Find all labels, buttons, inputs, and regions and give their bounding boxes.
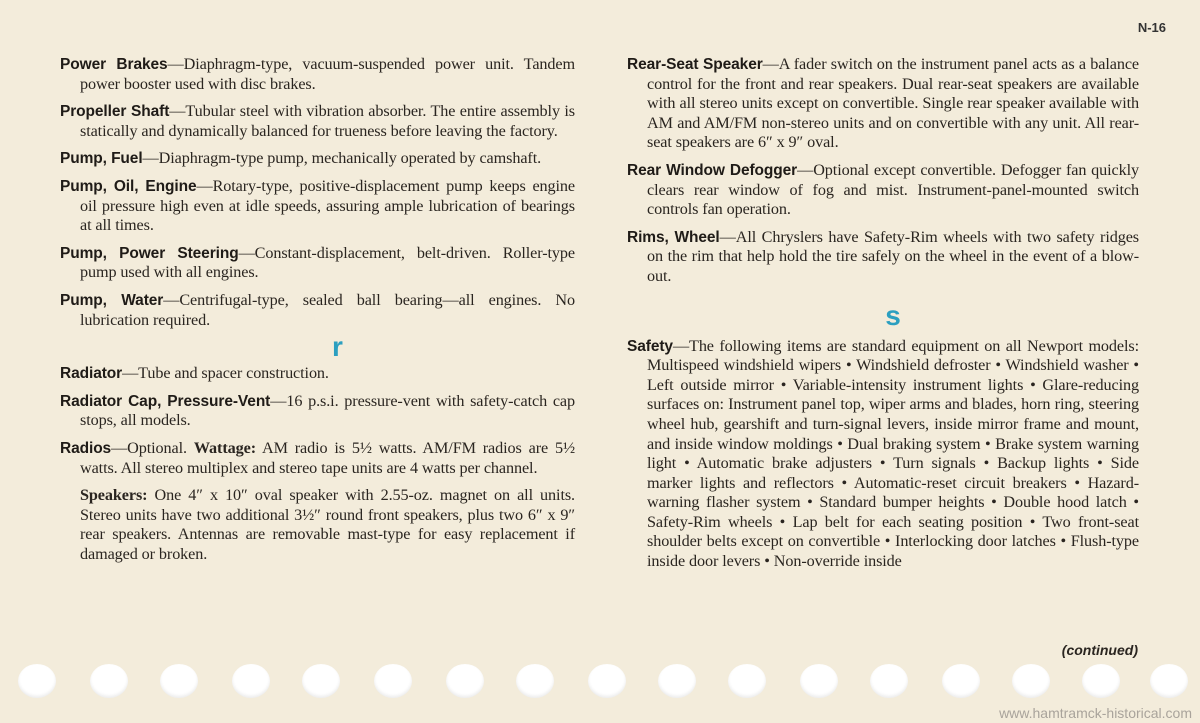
binder-hole <box>1082 664 1120 698</box>
entry-pump-oil <box>60 177 575 236</box>
entry-term: Power Brakes <box>60 56 168 73</box>
binder-hole <box>446 664 484 698</box>
entry-term: Rear Window Defogger <box>627 161 798 179</box>
binder-holes <box>0 664 1200 704</box>
entry-text: —Rotary-type, positive-displacement pump keeps engine oil pressure high even at idle speeds, assuring ample lubrication of bearings at all times. <box>80 176 576 235</box>
entry-power-brakes <box>60 55 575 94</box>
binder-hole <box>232 664 270 698</box>
binder-hole <box>728 664 766 698</box>
binder-hole <box>302 664 340 698</box>
binder-hole <box>942 664 980 698</box>
entry-text: —Centrifugal-type, sealed ball bearing—all engines. No lubrication required. <box>80 290 575 329</box>
entry-pump-fuel <box>60 149 575 169</box>
entry-radiator-cap <box>60 392 575 431</box>
entry-rear-seat-speaker <box>627 55 1139 153</box>
entry-radios <box>60 439 575 478</box>
entry-term: Radios <box>60 439 112 457</box>
entry-text: —Tube and spacer construction. <box>122 364 329 383</box>
entry-term: Propeller Shaft <box>60 103 170 121</box>
right-column <box>627 55 1139 580</box>
entry-text: —Optional. <box>111 438 194 457</box>
binder-hole <box>90 664 128 698</box>
binder-hole <box>1012 664 1050 698</box>
wattage-label: Wattage: <box>193 438 256 457</box>
entry-pump-power-steering <box>60 244 575 283</box>
entry-text: —Constant-displacement, belt-driven. Roller-type pump used with all engines. <box>80 243 575 282</box>
entry-text: —A fader switch on the instrument panel acts as a balance control for the front and rear speakers. Dual rear-seat speakers are available with all stereo units except on convertible. Single rear speaker available with AM and AM/FM non-stereo units and on convertible with any unit. All rear-seat speakers are 6″ x 9″ oval. <box>647 55 1139 152</box>
page-number: N-16 <box>1137 20 1166 35</box>
entry-pump-water <box>60 291 575 330</box>
section-letter-r: r <box>332 331 343 363</box>
entry-text: —The following items are standard equipment on all Newport models: Multispeed windshield wipers • Windshield defroster • Windshield washer • Left outside mirror • Variable-intensity instrument lights • Glare-reducing surfaces on: Instrument panel top, wiper arms and blades, horn ring, steering wheel hub, gearshift and turn-signal levers, inside mirror frame and mount, and inside window moldings • Dual braking system • Brake system warning light • Automatic brake adjusters • Turn signals • Backup lights • Side marker lights and reflectors • Automatic-reset circuit breakers • Hazard-warning flasher system • Standard bumper heights • Double hood latch • Safety-Rim wheels • Lap belt for each seating position • Two front-seat shoulder belts except on convertible • Interlocking door latches • Flush-type inside door levers • Non-override inside <box>647 336 1139 571</box>
speakers-label: Speakers: <box>80 486 148 505</box>
entry-text: —Diaphragm-type, vacuum-suspended power unit. Tandem power booster used with disc brakes. <box>80 55 575 93</box>
entry-propeller-shaft <box>60 102 575 141</box>
binder-hole <box>160 664 198 698</box>
binder-hole <box>18 664 56 698</box>
entry-text: —All Chryslers have Safety-Rim wheels with two safety ridges on the rim that help hold the tire safely on the wheel in the event of a blow-out. <box>647 227 1140 285</box>
entry-term: Pump, Oil, Engine <box>60 177 197 195</box>
binder-hole <box>1150 664 1188 698</box>
left-column <box>60 55 575 572</box>
continued-label: (continued) <box>1061 642 1138 658</box>
entry-text: —16 p.s.i. pressure-vent with safety-catch cap stops, all models. <box>80 391 575 430</box>
entry-speakers <box>60 486 575 564</box>
entry-text: —Tubular steel with vibration absorber. The entire assembly is statically and dynamically balanced for trueness before leaving the factory. <box>80 102 576 140</box>
entry-text: AM radio is 5½ watts. AM/FM radios are 5½ watts. All stereo multiplex and stereo tape units are 4 watts per channel. <box>80 438 575 477</box>
entry-safety <box>627 337 1139 572</box>
binder-hole <box>516 664 554 698</box>
binder-hole <box>588 664 626 698</box>
entry-term: Radiator Cap, Pressure-Vent <box>60 392 271 410</box>
entry-text: —Optional except convertible. Defogger fan quickly clears rear window of fog and mist. Instrument-panel-mounted switch controls fan operation. <box>647 160 1140 219</box>
binder-hole <box>374 664 412 698</box>
entry-term: Safety <box>627 337 673 355</box>
entry-term: Rear-Seat Speaker <box>627 56 763 73</box>
watermark: www.hamtramck-historical.com <box>999 705 1192 721</box>
binder-hole <box>800 664 838 698</box>
entry-rims-wheel <box>627 228 1139 287</box>
entry-text: One 4″ x 10″ oval speaker with 2.55-oz. magnet on all units. Stereo units have two additional 3½″ round front speakers, plus two 6″ x 9″ rear speakers. Antennas are removable mast-type for easy replacement if damaged or broken. <box>80 486 575 563</box>
entry-term: Pump, Water <box>60 291 164 309</box>
binder-hole <box>658 664 696 698</box>
entry-term: Pump, Power Steering <box>60 244 239 262</box>
entry-term: Pump, Fuel <box>60 150 143 168</box>
binder-hole <box>870 664 908 698</box>
section-letter-s: s <box>885 299 901 331</box>
entry-text: —Diaphragm-type pump, mechanically operated by camshaft. <box>142 149 542 168</box>
entry-term: Radiator <box>60 365 123 383</box>
entry-rear-window-defogger <box>627 161 1139 220</box>
entry-term: Rims, Wheel <box>627 228 720 246</box>
entry-radiator <box>60 364 575 384</box>
